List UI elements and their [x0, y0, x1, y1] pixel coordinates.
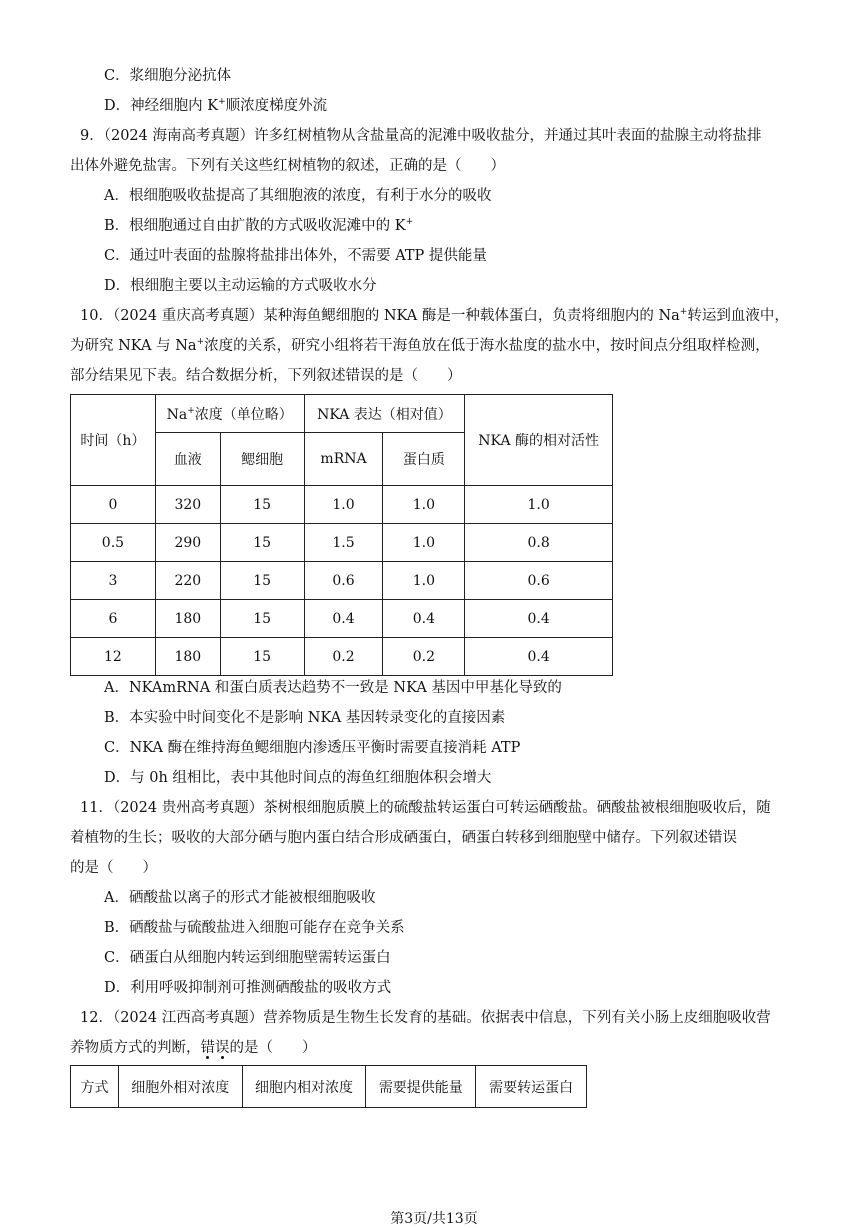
header-method: 方式 — [71, 1066, 119, 1108]
q11-option-a: A．硒酸盐以离子的形式才能被根细胞吸收 — [104, 890, 376, 906]
cell-blood: 180 — [155, 638, 220, 676]
q9-stem-line2: 出体外避免盐害。下列有关这些红树植物的叙述，正确的是（ ） — [70, 158, 505, 174]
q10-stem-line2: 为研究 NKA 与 Na+浓度的关系，研究小组将若干海鱼放在低于海水盐度的盐水中，按时间点分组取样检测， — [70, 337, 770, 354]
cell-gill: 15 — [220, 562, 304, 600]
table-row — [71, 486, 613, 524]
cell-mrna: 1.0 — [304, 486, 383, 524]
cell-activity: 0.8 — [465, 524, 613, 562]
q10-option-c: C．NKA 酶在维持海鱼鳃细胞内渗透压平衡时需要直接消耗 ATP — [104, 740, 521, 756]
q12-stem-line2: 养物质方式的判断，错误的是（ ） — [70, 1040, 317, 1056]
q10-option-d: D．与 0h 组相比，表中其他时间点的海鱼红细胞体积会增大 — [104, 770, 492, 786]
q10-stem-line3: 部分结果见下表。结合数据分析，下列叙述错误的是（ ） — [70, 368, 462, 384]
cell-time: 0 — [71, 486, 156, 524]
q10-data-table — [70, 394, 613, 676]
cell-blood: 180 — [155, 600, 220, 638]
cell-mrna: 1.5 — [304, 524, 383, 562]
cell-gill: 15 — [220, 524, 304, 562]
table-row — [71, 562, 613, 600]
q11-stem-line3: 的是（ ） — [70, 860, 157, 876]
header-time: 时间（h） — [71, 395, 156, 486]
cell-blood: 320 — [155, 486, 220, 524]
header-protein: 蛋白质 — [383, 433, 465, 486]
cell-activity: 0.4 — [465, 600, 613, 638]
q10-stem-line1: 10．（2024 重庆高考真题）某种海鱼鳃细胞的 NKA 酶是一种载体蛋白，负责将细胞内的 Na+转运到血液中， — [80, 307, 789, 324]
cell-time: 12 — [71, 638, 156, 676]
q9-stem-line1: 9．（2024 海南高考真题）许多红树植物从含盐量高的泥滩中吸收盐分，并通过其叶表面的盐腺主动将盐排 — [80, 128, 762, 144]
q12-stem-line1: 12．（2024 江西高考真题）营养物质是生物生长发育的基础。依据表中信息，下列有关小肠上皮细胞吸收营 — [80, 1010, 771, 1026]
cell-gill: 15 — [220, 638, 304, 676]
cell-protein: 1.0 — [383, 524, 465, 562]
cell-mrna: 0.2 — [304, 638, 383, 676]
cell-time: 0.5 — [71, 524, 156, 562]
q9-option-d: D．根细胞主要以主动运输的方式吸收水分 — [104, 278, 377, 294]
table-row — [71, 638, 613, 676]
cell-blood: 220 — [155, 562, 220, 600]
header-nka-activity: NKA 酶的相对活性 — [465, 395, 613, 486]
page-footer: 第3页/共13页 — [390, 1211, 478, 1227]
cell-protein: 1.0 — [383, 562, 465, 600]
q10-option-a: A．NKAmRNA 和蛋白质表达趋势不一致是 NKA 基因中甲基化导致的 — [104, 680, 562, 696]
header-outside-concentration: 细胞外相对浓度 — [118, 1066, 242, 1108]
q11-option-d: D．利用呼吸抑制剂可推测硒酸盐的吸收方式 — [104, 980, 392, 996]
table-row — [71, 524, 613, 562]
cell-activity: 1.0 — [465, 486, 613, 524]
q11-option-b: B．硒酸盐与硫酸盐进入细胞可能存在竞争关系 — [104, 920, 405, 936]
q10-option-b: B．本实验中时间变化不是影响 NKA 基因转录变化的直接因素 — [104, 710, 506, 726]
cell-mrna: 0.4 — [304, 600, 383, 638]
cell-activity: 0.4 — [465, 638, 613, 676]
header-gill-cell: 鳃细胞 — [220, 433, 304, 486]
cell-gill: 15 — [220, 600, 304, 638]
cell-blood: 290 — [155, 524, 220, 562]
option-d-prev: D．神经细胞内 K+顺浓度梯度外流 — [104, 97, 328, 114]
header-blood: 血液 — [155, 433, 220, 486]
q9-option-b: B．根细胞通过自由扩散的方式吸收泥滩中的 K+ — [104, 217, 414, 234]
cell-activity: 0.6 — [465, 562, 613, 600]
header-mrna: mRNA — [304, 433, 383, 486]
header-na-concentration: Na+浓度（单位略） — [155, 395, 304, 433]
cell-mrna: 0.6 — [304, 562, 383, 600]
cell-time: 6 — [71, 600, 156, 638]
cell-protein: 1.0 — [383, 486, 465, 524]
cell-time: 3 — [71, 562, 156, 600]
q9-option-a: A．根细胞吸收盐提高了其细胞液的浓度，有利于水分的吸收 — [104, 188, 492, 204]
cell-protein: 0.4 — [383, 600, 465, 638]
cell-gill: 15 — [220, 486, 304, 524]
cell-protein: 0.2 — [383, 638, 465, 676]
q9-option-c: C．通过叶表面的盐腺将盐排出体外，不需要 ATP 提供能量 — [104, 248, 487, 264]
header-inside-concentration: 细胞内相对浓度 — [242, 1066, 366, 1108]
header-needs-energy: 需要提供能量 — [366, 1066, 476, 1108]
emphasis-dot-char: 错 — [200, 1040, 215, 1056]
emphasis-dot-char: 误 — [215, 1040, 230, 1056]
header-needs-transporter: 需要转运蛋白 — [476, 1066, 587, 1108]
q11-option-c: C．硒蛋白从细胞内转运到细胞壁需转运蛋白 — [104, 950, 391, 966]
q12-table — [70, 1065, 587, 1108]
q11-stem-line1: 11．（2024 贵州高考真题）茶树根细胞质膜上的硫酸盐转运蛋白可转运硒酸盐。硒酸盐被根细胞吸收后，随 — [80, 800, 771, 816]
q11-stem-line2: 着植物的生长；吸收的大部分硒与胞内蛋白结合形成硒蛋白，硒蛋白转移到细胞壁中储存。下列叙述错误 — [70, 830, 737, 846]
header-nka-expression: NKA 表达（相对值） — [304, 395, 465, 433]
table-row — [71, 600, 613, 638]
option-c-prev: C．浆细胞分泌抗体 — [104, 68, 232, 84]
